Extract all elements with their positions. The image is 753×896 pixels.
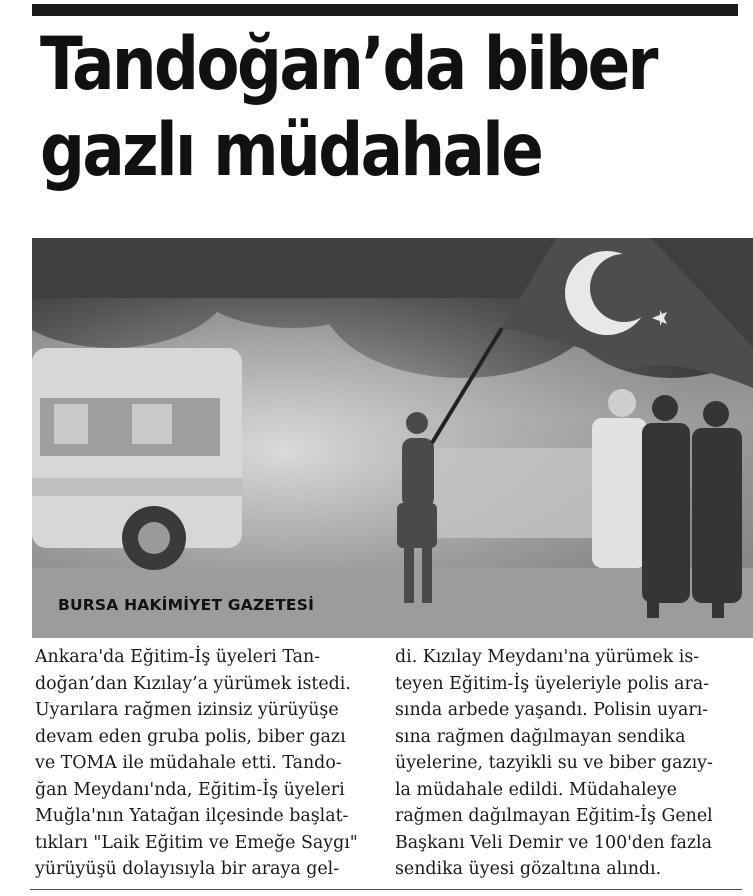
headline-line-1: Tandoğan’da biber (40, 22, 656, 107)
headline (40, 22, 656, 194)
photo-credit: BURSA HAKİMİYET GAZETESİ (58, 596, 315, 614)
article-column-right: di. Kızılay Meydanı'na yürümek is- teyen Eğitim-İş üyeleriyle polis ara- sında arbede yaşandı. Polisin uyarı- sına rağmen dağılmayan sendika üyelerine, tazyikli su ve biber gazıy- la müdahale edildi. Müdahaleye rağmen dağılmayan Eğitim-İş Genel Başkanı Veli Demir ve 100'den fazla sendika üyesi gözaltına alındı. (395, 647, 713, 879)
photo-illustration (32, 238, 753, 638)
van (32, 348, 242, 570)
article-column-left: Ankara'da Eğitim-İş üyeleri Tan- doğan’dan Kızılay’a yürümek istedi. Uyarılara rağmen izinsiz yürüyüşe devam eden gruba polis, biber gazı ve TOMA ile müdahale etti. Tando- ğan Meydanı'nda, Eğitim-İş üyeleri Muğla'nın Yatağan ilçesinde başlat- tıkları "Laik Eğitim ve Emeğe Saygı" yürüyüşü dolayısıyla bir araya gel- (35, 647, 358, 879)
headline-line-2: gazlı müdahale (40, 108, 542, 193)
top-rule (32, 4, 738, 16)
news-photo (32, 238, 753, 638)
bottom-rule (30, 889, 742, 890)
